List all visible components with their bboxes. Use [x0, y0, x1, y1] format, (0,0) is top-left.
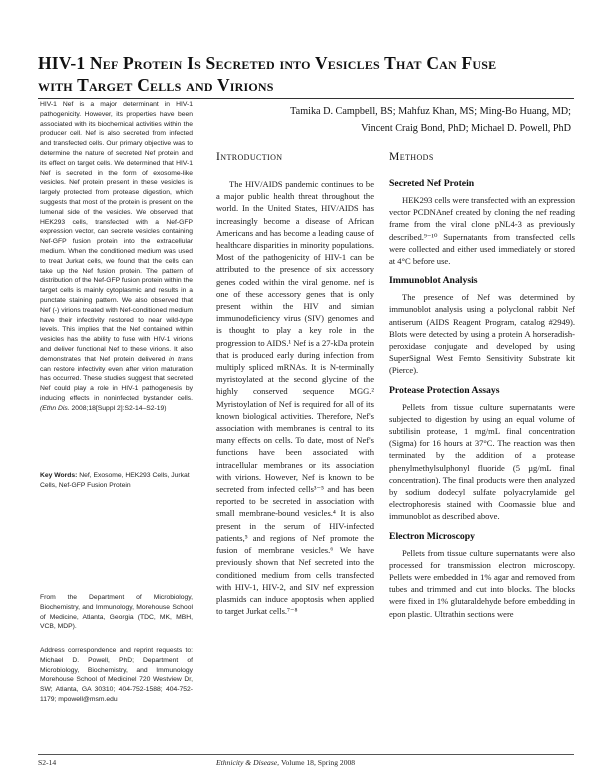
methods-heading: Methods	[389, 150, 434, 163]
methods-paragraph-electron-microscopy: Pellets from tissue culture supernatants were also processed for transmission electron microscopy. Pellets were embedded in 1% agar and removed from tubes and trimmed and cut into blocks. The blocks were fixed in 1% glutaraldehyde before embedding in epon plastic. Ultrathin sections were	[389, 547, 575, 619]
page-number: S2-14	[38, 758, 57, 767]
keywords	[40, 471, 193, 491]
abstract-citation: 2008;18[Suppl 2]:S2-14–S2-19)	[71, 404, 167, 412]
abstract-italic-phrase: in trans	[169, 355, 193, 363]
methods-paragraph-secreted-nef: HEK293 cells were transfected with an expression vector PCDNAnef created by cloning the nef reading frame from the viral clone pNL4-3 as previously described.⁹⁻¹⁰ Supernatants from transfected cells were collected and either used immediately or stored at 4°C before use.	[389, 195, 575, 267]
methods-subheading-secreted-nef: Secreted Nef Protein	[389, 178, 475, 189]
abstract	[40, 100, 193, 414]
abstract-text: HIV-1 Nef is a major determinant in HIV-1 pathogenicity. However, its properties have been associated with its biochemical activities within the producer cell. Nef is also secreted from infected and transfected cells. Our primary objective was to determine the nature of secreted Nef protein and its effect on target cells. We determined that HIV-1 Nef is secreted in the form of exosome-like vesicles. Nef protein present in these vesicles is largely protected from protease digestion, which suggests that most of the protein is present on the lumenal side of the vesicles. We observed that HEK293 cells, transfected with a Nef-GFP expression vector, can secrete vesicles containing Nef-GFP fusion protein into the extracellular medium. When the conditioned medium was used to treat Jurkat cells, we found that the cells can take up the Nef fusion protein. The pattern of distribution of the Nef-GFP fusion protein within the target cells is mainly cytoplasmic and results in a punctate staining pattern. We also observed that Nef (-) virions treated with Nef-conditioned medium have their infectivity restored to near wild-type levels. This implies that the Nef contained within vesicles has the ability to fuse with HIV-1 virions and deliver functional Nef to these virions. It also demonstrates that Nef protein delivered	[40, 101, 193, 363]
footer-divider	[38, 754, 574, 755]
correspondence: Address correspondence and reprint requests to: Michael D. Powell, PhD; Department of Microbiology, Biochemistry, and Immunology Morehouse School of Medicinel 720 Westview Dr, SW; Atlanta, GA 30310; 404-752-1588; 404-752-1179; mpowell@msm.edu	[40, 647, 193, 703]
methods-column	[389, 150, 575, 620]
author-line-2: Vincent Craig Bond, PhD; Michael D. Powell, PhD	[361, 123, 571, 134]
journal-volume: Volume 18, Spring 2008	[280, 758, 356, 767]
article-title	[38, 52, 578, 96]
introduction-column	[216, 150, 374, 617]
title-divider	[38, 98, 574, 99]
journal-name: Ethnicity & Disease,	[216, 758, 280, 767]
introduction-paragraph: The HIV/AIDS pandemic continues to be a major public health threat throughout the world. In the United States, HIV/AIDS has increasingly become a disease of African Americans and has become a leading cause of healthcare disparities in minority populations. Most of the pathogenicity of HIV-1 can be attributed to the presence of six accessory genes coded within the viral genome. nef is one of these accessory genes that is only present within the HIV and simian immunodeficiency virus (SIV) genomes and is thought to play a key role in the progression to AIDS.¹ Nef is a 27-kDa protein that is produced early during infection from multiply spliced mRNAs. It is N-terminally myristoylated at the second glycine of the highly conserved sequence MGG.² Myristoylation of Nef is required for all of its known biological activities. Therefore, Nef's association with membranes is central to its many effects on cells. To date, most of Nef's functions have been associated with intracellular membranes or its association with virions. However, Nef is known to be secreted from infected cells³⁻⁵ and has been reported to be secreted in association with small membrane-bound vesicles.⁴ It is also present in the serum of HIV-infected patients,⁵ and regions of Nef promote the fusion of membrane vesicles.⁶ We have previously shown that Nef secreted into the conditioned medium from cells transfected with HIV-1, HIV-2, and SIV nef expression plasmids can induce apoptosis when applied to target Jurkat cells.⁷⁻⁸	[216, 179, 374, 617]
author-list	[205, 103, 571, 137]
introduction-heading: Introduction	[216, 150, 283, 163]
methods-subheading-protease: Protease Protection Assays	[389, 384, 500, 396]
methods-paragraph-protease: Pellets from tissue culture supernatants were subjected to digestion by using an equal volume of subtilisin protease, 1 mg/mL final concentration (Sigma) for 16 hours at 37°C. The reaction was then terminated by the addition of a protease phenylmethylsulphonyl fluoride (5 µg/mL final concentration). The final products were then analyzed by sodium dodecyl sulfate polyacrylamide gel electrophoresis stained with Coomassie blue and immunoblot as described above.	[389, 401, 575, 522]
keywords-text: Nef, Exosome, HEK293 Cells, Jurkat Cells, Nef-GFP Fusion Protein	[40, 472, 190, 489]
methods-subheading-immunoblot: Immunoblot Analysis	[389, 275, 478, 287]
methods-paragraph-immunoblot: The presence of Nef was determined by immunoblot analysis using a polyclonal rabbit Nef antiserum (AIDS Reagent Program, catalog #2949). Blots were detected by using a protein A horseradish-peroxidase conjugate and developed by using SuperSignal West Femto Sensitivity Substrate kit (Pierce).	[389, 292, 575, 376]
journal-citation	[216, 758, 355, 767]
article-title-line-1: HIV-1 Nef Protein Is Secreted into Vesicles That Can Fuse	[38, 53, 497, 73]
abstract-text-continued: can restore infectivity even after virion maturation has occurred. These studies suggest that secreted Nef could play a role in HIV-1 pathogenesis by inducing effects in noninfected bystander cells.	[40, 365, 193, 402]
affiliation: From the Department of Microbiology, Biochemistry, and Immunology, Morehouse School of Medicine, Atlanta, Georgia (TDC, MK, MBH, VCB, MDP).	[40, 594, 193, 631]
keywords-label: Key Words:	[40, 472, 78, 479]
methods-subheading-electron-microscopy: Electron Microscopy	[389, 530, 476, 542]
article-title-line-2: with Target Cells and Virions	[38, 75, 274, 95]
abstract-citation-journal: (Ethn Dis.	[40, 404, 70, 412]
author-line-1: Tamika D. Campbell, BS; Mahfuz Khan, MS; Ming-Bo Huang, MD;	[290, 106, 571, 117]
